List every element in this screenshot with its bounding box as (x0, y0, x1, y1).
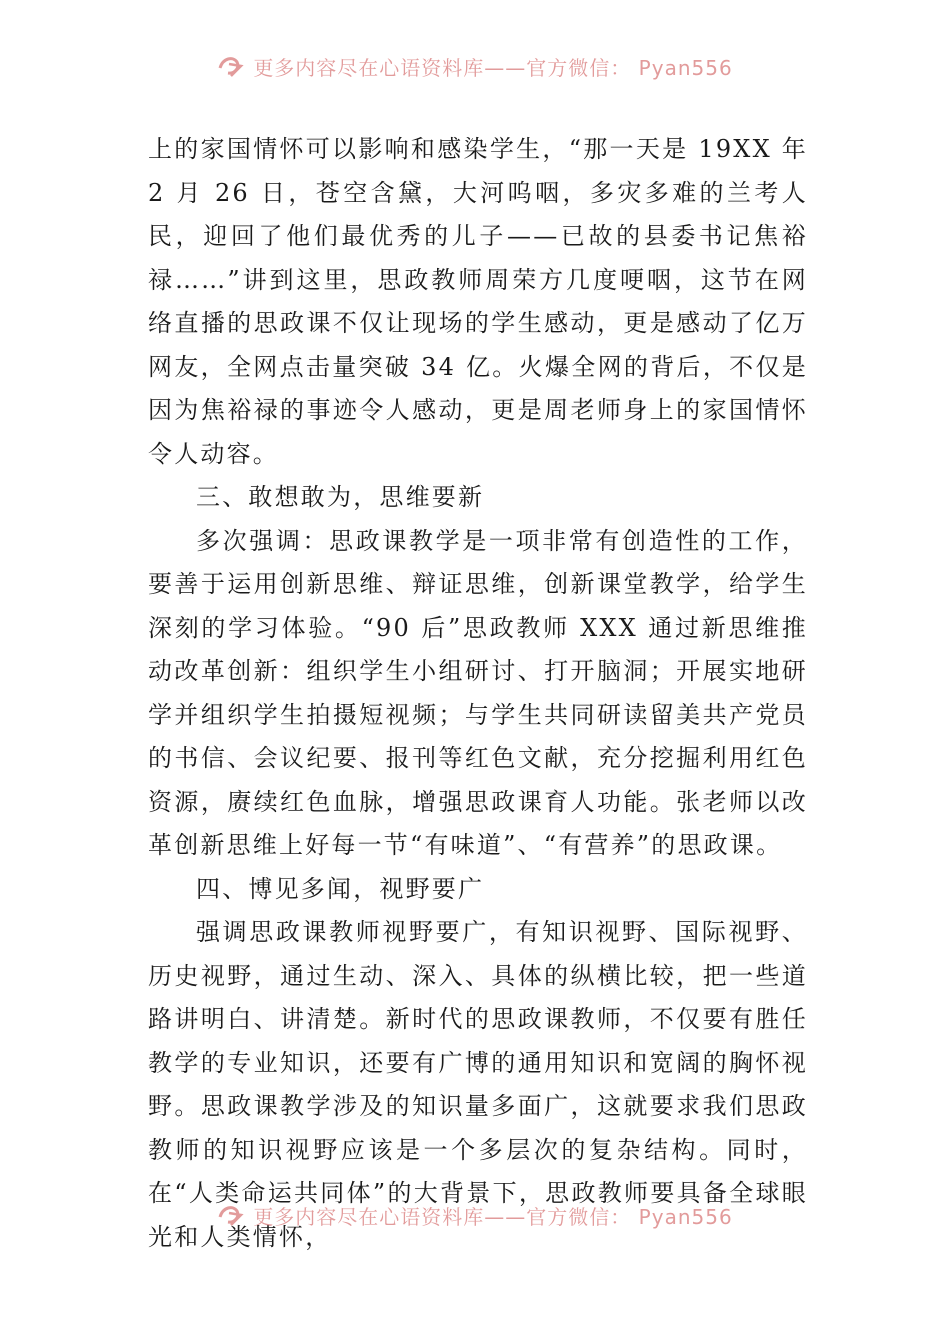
watermark-text: 更多内容尽在心语资料库——官方微信： Pyan556 (253, 1205, 733, 1229)
section-heading: 四、博见多闻，视野要广 (196, 874, 485, 903)
section-heading: 三、敢想敢为，思维要新 (196, 483, 485, 511)
paragraph: 上的家国情怀可以影响和感染学生，“那一天是 19XX 年 2 月 26 日，苍空含黛，大河呜咽，多灾多难的兰考人民，迎回了他们最优秀的儿子——已故的县委书记焦裕禄……”讲到这里，思政教师周荣方几度哽咽，这节在网络直播的思政课不仅让现场的学生感动，更是感动了亿万网友，全网点击量突破 34 亿。火爆全网的背后，不仅是因为焦裕禄的事迹令人感动，更是周老师身上的家国情怀令人动容。 (148, 135, 808, 468)
watermark-logo-icon (217, 1205, 247, 1227)
document-body (148, 128, 808, 1259)
paragraph: 强调思政课教师视野要广，有知识视野、国际视野、历史视野，通过生动、深入、具体的纵横比较，把一些道路讲明白、讲清楚。新时代的思政课教师，不仅要有胜任教学的专业知识，还要有广博的通用知识和宽阔的胸怀视野。思政课教学涉及的知识量多面广，这就要求我们思政教师的知识视野应该是一个多层次的复杂结构。同时，在“人类命运共同体”的大背景下，思政教师要具备全球眼光和人类情怀， (148, 918, 808, 1251)
header-watermark-banner (0, 56, 950, 90)
watermark-text: 更多内容尽在心语资料库——官方微信： Pyan556 (253, 56, 733, 80)
paragraph: 多次强调：思政课教学是一项非常有创造性的工作，要善于运用创新思维、辩证思维，创新课堂教学，给学生深刻的学习体验。“90 后”思政教师 XXX 通过新思维推动改革创新：组织学生小组研讨、打开脑洞；开展实地研学并组织学生拍摄短视频；与学生共同研读留美共产党员的书信、会议纪要、报刊等红色文献，充分挖掘利用红色资源，赓续红色血脉，增强思政课育人功能。张老师以改革创新思维上好每一节“有味道”、“有营养”的思政课。 (148, 526, 808, 859)
watermark-logo-icon (217, 56, 247, 78)
footer-watermark-banner (0, 1205, 950, 1239)
